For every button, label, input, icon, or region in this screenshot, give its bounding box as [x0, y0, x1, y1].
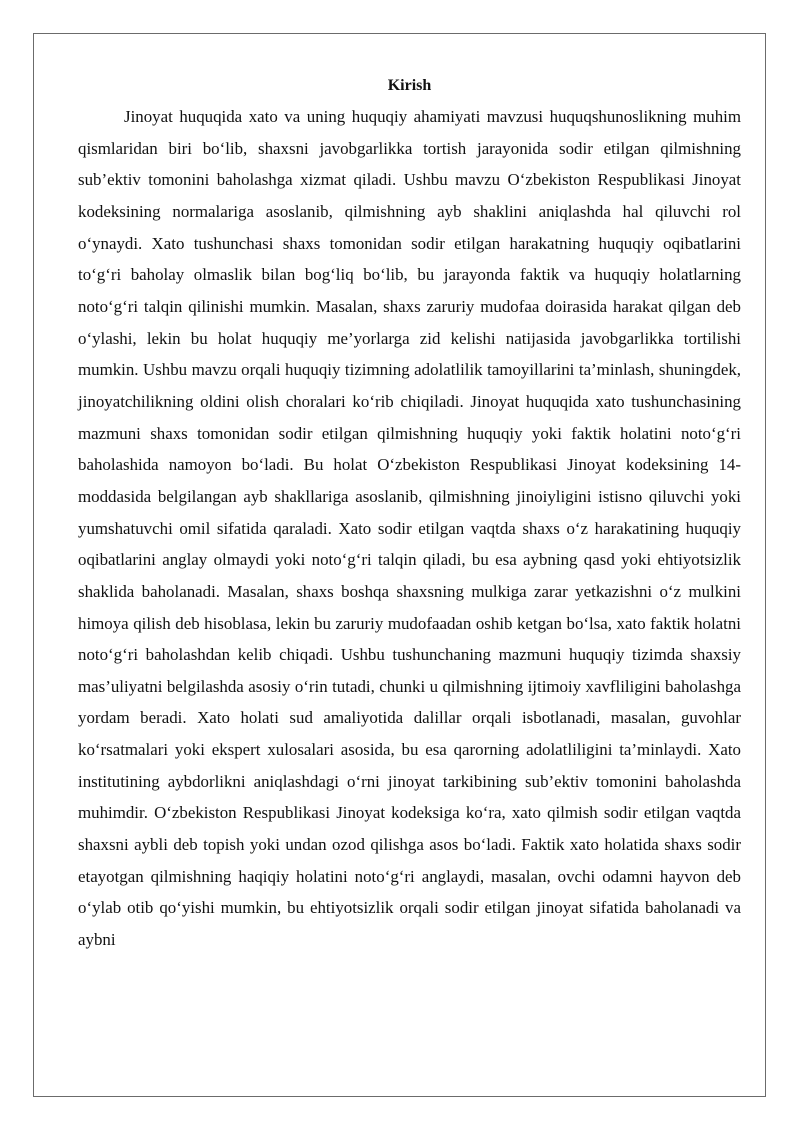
document-body	[78, 76, 741, 956]
document-title: Kirish	[387, 77, 432, 94]
body-paragraph: Jinoyat huquqida xato va uning huquqiy ahamiyati mavzusi huquqshunoslikning muhim qismlaridan biri bo‘lib, shaxsni javobgarlikka tortish jarayonida sodir etilgan qilmishning sub’ektiv tomonini baholashga xizmat qiladi. Ushbu mavzu O‘zbekiston Respublikasi Jinoyat kodeksining normalariga asoslanib, qilmishning ayb shaklini aniqlashda hal qiluvchi rol o‘ynaydi. Xato tushunchasi shaxs tomonidan sodir etilgan harakatning huquqiy oqibatlarini to‘g‘ri baholay olmaslik bilan bog‘liq bo‘lib, bu jarayonda faktik va huquqiy holatlarning noto‘g‘ri talqin qilinishi mumkin. Masalan, shaxs zaruriy mudofaa doirasida harakat qilgan deb o‘ylashi, lekin bu holat huquqiy me’yorlarga zid kelishi natijasida javobgarlikka tortilishi mumkin. Ushbu mavzu orqali huquqiy tizimning adolatlilik tamoyillarini ta’minlash, shuningdek, jinoyatchilikning oldini olish choralari ko‘rib chiqiladi. Jinoyat huquqida xato tushunchasining mazmuni shaxs tomonidan sodir etilgan qilmishning huquqiy yoki faktik holatini noto‘g‘ri baholashida namoyon bo‘ladi. Bu holat O‘zbekiston Respublikasi Jinoyat kodeksining 14-moddasida belgilangan ayb shakllariga asoslanib, qilmishning jinoiyligini istisno qiluvchi yoki yumshatuvchi omil sifatida qaraladi. Xato sodir etilgan vaqtda shaxs o‘z harakatining huquqiy oqibatlarini anglay olmaydi yoki noto‘g‘ri talqin qiladi, bu esa aybning qasd yoki ehtiyotsizlik shaklida baholanadi. Masalan, shaxs boshqa shaxsning mulkiga zarar yetkazishni o‘z mulkini himoya qilish deb hisoblasa, lekin bu zaruriy mudofaadan oshib ketgan bo‘lsa, xato faktik holatni noto‘g‘ri baholashdan kelib chiqadi. Ushbu tushunchaning mazmuni huquqiy tizimda shaxsiy mas’uliyatni belgilashda asosiy o‘rin tutadi, chunki u qilmishning ijtimoiy xavfliligini baholashga yordam beradi. Xato holati sud amaliyotida dalillar orqali isbotlanadi, masalan, guvohlar ko‘rsatmalari yoki ekspert xulosalari asosida, bu esa qarorning adolatliligini ta’minlaydi. Xato institutining aybdorlikni aniqlashdagi o‘rni jinoyat tarkibining sub’ektiv tomonini baholashda muhimdir. O‘zbekiston Respublikasi Jinoyat kodeksiga ko‘ra, xato qilmish sodir etilgan vaqtda shaxsni aybli deb topish yoki undan ozod qilishga asos bo‘ladi. Faktik xato holatida shaxs sodir etayotgan qilmishning haqiqiy holatini noto‘g‘ri anglaydi, masalan, ovchi odamni hayvon deb o‘ylab otib qo‘yishi mumkin, bu ehtiyotsizlik orqali sodir etilgan jinoyat sifatida baholanadi va aybni	[78, 107, 741, 950]
page-frame	[33, 33, 766, 1097]
